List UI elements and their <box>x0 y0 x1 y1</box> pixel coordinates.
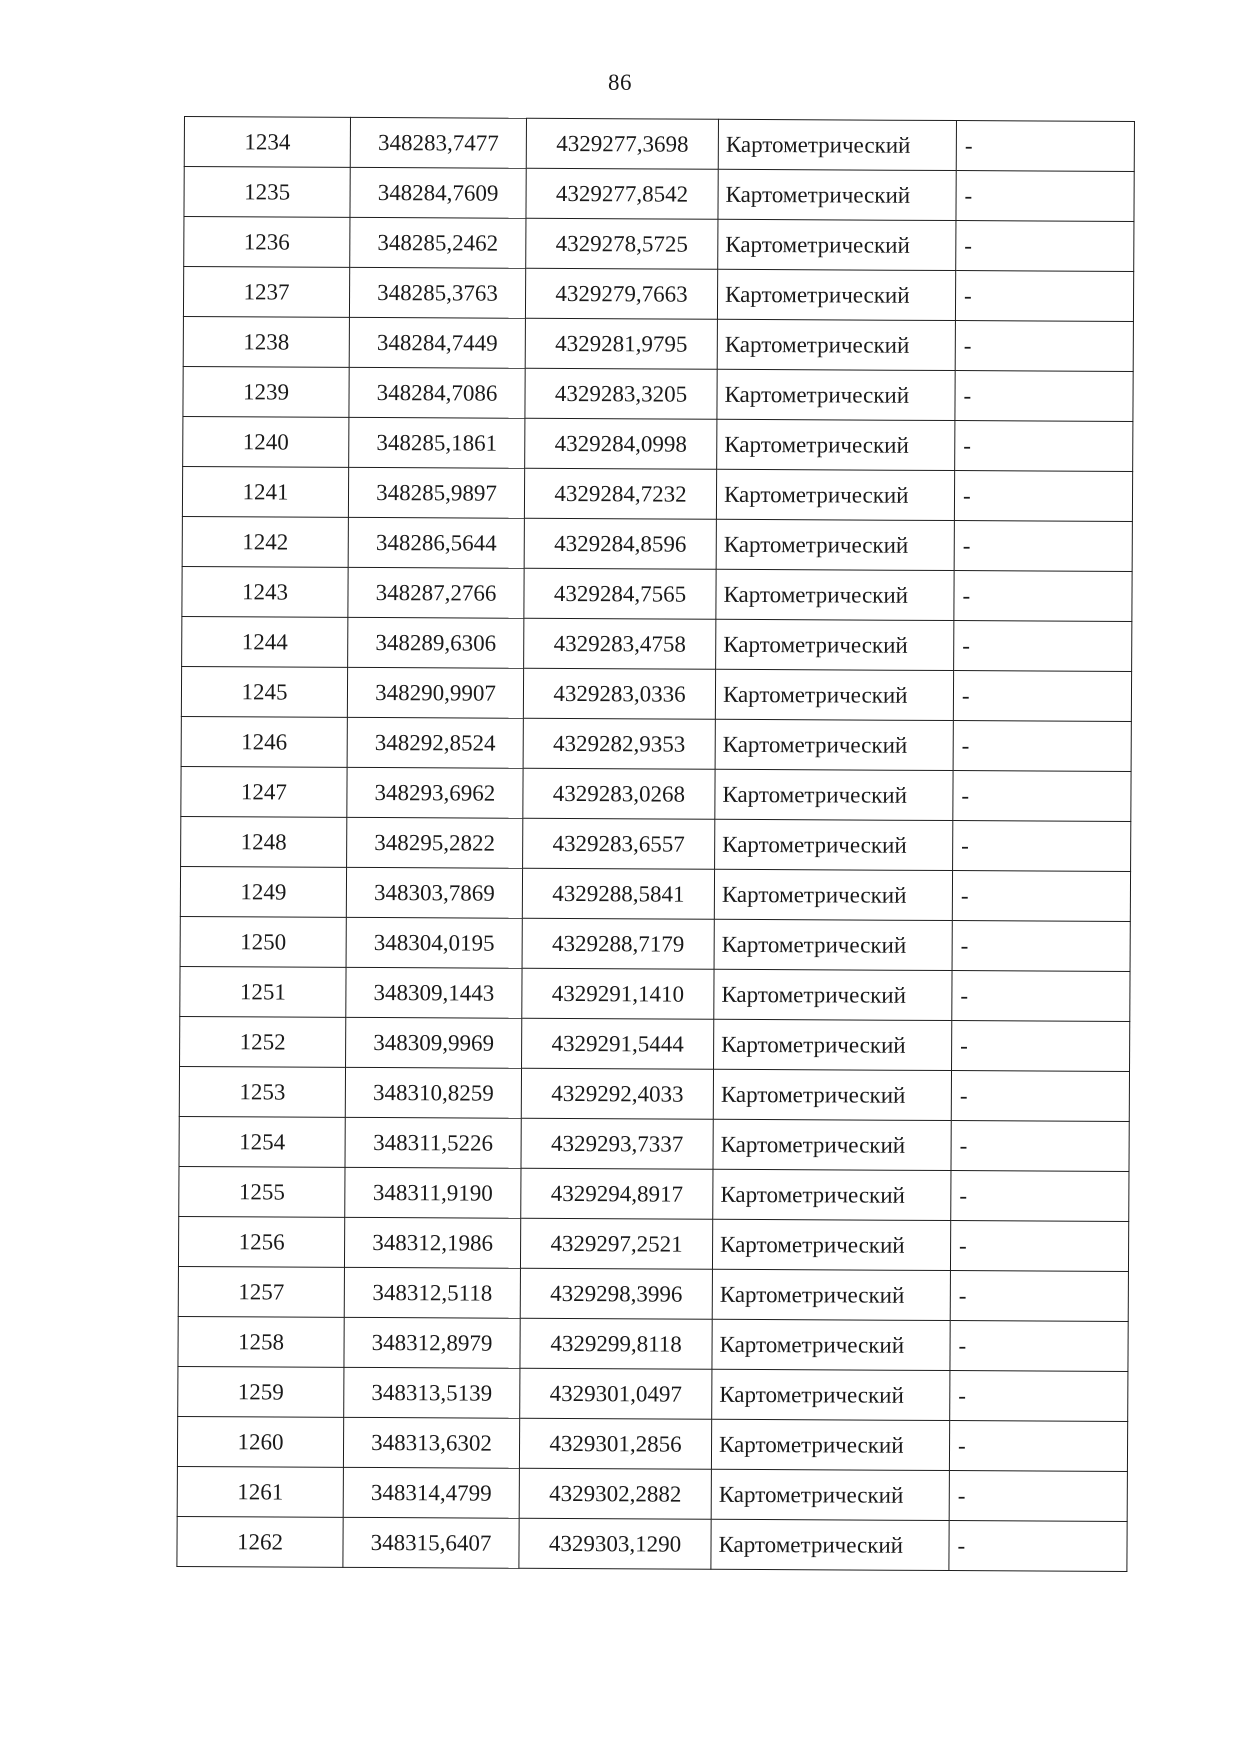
error-cell: - <box>949 1471 1127 1522</box>
y-coordinate-cell: 4329288,7179 <box>522 918 714 969</box>
point-number-cell: 1262 <box>177 1516 343 1567</box>
method-cell: Картометрический <box>712 1369 950 1420</box>
error-cell: - <box>956 171 1134 222</box>
method-cell: Картометрический <box>718 169 956 220</box>
point-number-cell: 1253 <box>179 1066 345 1117</box>
y-coordinate-cell: 4329283,3205 <box>525 368 717 419</box>
y-coordinate-cell: 4329284,8596 <box>524 518 716 569</box>
x-coordinate-cell: 348284,7449 <box>349 317 525 368</box>
point-number-cell: 1258 <box>178 1316 344 1367</box>
method-cell: Картометрический <box>711 1469 949 1520</box>
method-cell: Картометрический <box>711 1419 949 1470</box>
table-row <box>178 1366 1128 1421</box>
point-number-cell: 1257 <box>178 1266 344 1317</box>
point-number-cell: 1247 <box>181 766 347 817</box>
x-coordinate-cell: 348286,5644 <box>348 517 524 568</box>
table-row <box>177 1466 1127 1521</box>
error-cell: - <box>956 121 1134 172</box>
method-cell: Картометрический <box>716 519 954 570</box>
x-coordinate-cell: 348284,7086 <box>349 367 525 418</box>
table-row <box>184 117 1134 172</box>
table-row <box>182 466 1132 521</box>
y-coordinate-cell: 4329291,5444 <box>522 1018 714 1069</box>
x-coordinate-cell: 348285,1861 <box>349 417 525 468</box>
y-coordinate-cell: 4329283,0268 <box>523 768 715 819</box>
table-row <box>180 866 1130 921</box>
method-cell: Картометрический <box>717 269 955 320</box>
method-cell: Картометрический <box>711 1519 949 1570</box>
y-coordinate-cell: 4329284,7565 <box>524 568 716 619</box>
point-number-cell: 1244 <box>182 616 348 667</box>
coordinates-table-body <box>177 117 1135 1572</box>
x-coordinate-cell: 348285,2462 <box>350 217 526 268</box>
x-coordinate-cell: 348284,7609 <box>350 167 526 218</box>
point-number-cell: 1254 <box>179 1116 345 1167</box>
error-cell: - <box>954 521 1132 572</box>
error-cell: - <box>953 771 1131 822</box>
y-coordinate-cell: 4329283,6557 <box>523 818 715 869</box>
method-cell: Картометрический <box>713 1119 951 1170</box>
error-cell: - <box>949 1521 1127 1572</box>
y-coordinate-cell: 4329302,2882 <box>519 1468 711 1519</box>
x-coordinate-cell: 348312,8979 <box>344 1317 520 1368</box>
y-coordinate-cell: 4329291,1410 <box>522 968 714 1019</box>
point-number-cell: 1246 <box>181 716 347 767</box>
table-row <box>182 566 1132 621</box>
x-coordinate-cell: 348304,0195 <box>346 917 522 968</box>
page-number: 86 <box>608 70 632 95</box>
method-cell: Картометрический <box>716 619 954 670</box>
error-cell: - <box>951 1121 1129 1172</box>
point-number-cell: 1256 <box>178 1216 344 1267</box>
point-number-cell: 1260 <box>177 1416 343 1467</box>
table-row <box>183 267 1133 322</box>
error-cell: - <box>952 1021 1130 1072</box>
method-cell: Картометрический <box>714 869 952 920</box>
x-coordinate-cell: 348310,8259 <box>345 1067 521 1118</box>
point-number-cell: 1259 <box>178 1366 344 1417</box>
error-cell: - <box>953 721 1131 772</box>
method-cell: Картометрический <box>715 769 953 820</box>
table-row <box>179 1166 1129 1221</box>
error-cell: - <box>950 1271 1128 1322</box>
y-coordinate-cell: 4329297,2521 <box>520 1218 712 1269</box>
error-cell: - <box>955 421 1133 472</box>
table-row <box>178 1316 1128 1371</box>
y-coordinate-cell: 4329283,4758 <box>524 618 716 669</box>
point-number-cell: 1252 <box>180 1016 346 1067</box>
method-cell: Картометрический <box>713 1169 951 1220</box>
x-coordinate-cell: 348295,2822 <box>347 817 523 868</box>
x-coordinate-cell: 348293,6962 <box>347 767 523 818</box>
x-coordinate-cell: 348290,9907 <box>347 667 523 718</box>
error-cell: - <box>949 1421 1127 1472</box>
point-number-cell: 1241 <box>182 466 348 517</box>
method-cell: Картометрический <box>716 469 954 520</box>
x-coordinate-cell: 348283,7477 <box>350 117 526 168</box>
table-row <box>184 217 1134 272</box>
y-coordinate-cell: 4329282,9353 <box>523 718 715 769</box>
error-cell: - <box>950 1371 1128 1422</box>
table-row <box>182 616 1132 671</box>
y-coordinate-cell: 4329301,0497 <box>520 1368 712 1419</box>
coordinates-table <box>176 116 1135 1572</box>
method-cell: Картометрический <box>714 919 952 970</box>
method-cell: Картометрический <box>712 1319 950 1370</box>
method-cell: Картометрический <box>714 969 952 1020</box>
y-coordinate-cell: 4329294,8917 <box>521 1168 713 1219</box>
error-cell: - <box>955 271 1133 322</box>
error-cell: - <box>954 621 1132 672</box>
y-coordinate-cell: 4329293,7337 <box>521 1118 713 1169</box>
error-cell: - <box>951 1171 1129 1222</box>
error-cell: - <box>953 671 1131 722</box>
method-cell: Картометрический <box>717 319 955 370</box>
error-cell: - <box>950 1221 1128 1272</box>
error-cell: - <box>956 221 1134 272</box>
point-number-cell: 1238 <box>183 316 349 367</box>
x-coordinate-cell: 348303,7869 <box>346 867 522 918</box>
y-coordinate-cell: 4329283,0336 <box>523 668 715 719</box>
point-number-cell: 1250 <box>180 916 346 967</box>
point-number-cell: 1249 <box>180 866 346 917</box>
table-row <box>178 1216 1128 1271</box>
method-cell: Картометрический <box>714 1019 952 1070</box>
point-number-cell: 1234 <box>184 117 350 168</box>
method-cell: Картометрический <box>718 219 956 270</box>
error-cell: - <box>953 821 1131 872</box>
table-row <box>180 966 1130 1021</box>
y-coordinate-cell: 4329292,4033 <box>521 1068 713 1119</box>
point-number-cell: 1235 <box>184 167 350 218</box>
method-cell: Картометрический <box>715 719 953 770</box>
method-cell: Картометрический <box>712 1269 950 1320</box>
point-number-cell: 1261 <box>177 1466 343 1517</box>
method-cell: Картометрический <box>717 419 955 470</box>
x-coordinate-cell: 348289,6306 <box>348 617 524 668</box>
error-cell: - <box>951 1071 1129 1122</box>
x-coordinate-cell: 348313,5139 <box>344 1367 520 1418</box>
method-cell: Картометрический <box>712 1219 950 1270</box>
point-number-cell: 1237 <box>183 267 349 318</box>
x-coordinate-cell: 348311,9190 <box>345 1167 521 1218</box>
point-number-cell: 1240 <box>183 416 349 467</box>
point-number-cell: 1239 <box>183 366 349 417</box>
point-number-cell: 1255 <box>179 1166 345 1217</box>
y-coordinate-cell: 4329277,3698 <box>526 118 718 169</box>
error-cell: - <box>952 871 1130 922</box>
x-coordinate-cell: 348315,6407 <box>343 1517 519 1568</box>
point-number-cell: 1251 <box>180 966 346 1017</box>
x-coordinate-cell: 348312,1986 <box>344 1217 520 1268</box>
table-row <box>181 666 1131 721</box>
table-row <box>177 1516 1127 1571</box>
y-coordinate-cell: 4329288,5841 <box>522 868 714 919</box>
method-cell: Картометрический <box>718 119 956 170</box>
point-number-cell: 1243 <box>182 566 348 617</box>
method-cell: Картометрический <box>715 819 953 870</box>
x-coordinate-cell: 348285,3763 <box>349 267 525 318</box>
y-coordinate-cell: 4329278,5725 <box>526 218 718 269</box>
x-coordinate-cell: 348287,2766 <box>348 567 524 618</box>
y-coordinate-cell: 4329299,8118 <box>520 1318 712 1369</box>
table-row <box>180 916 1130 971</box>
error-cell: - <box>952 971 1130 1022</box>
x-coordinate-cell: 348314,4799 <box>343 1467 519 1518</box>
method-cell: Картометрический <box>717 369 955 420</box>
y-coordinate-cell: 4329279,7663 <box>525 268 717 319</box>
error-cell: - <box>955 371 1133 422</box>
table-row <box>178 1266 1128 1321</box>
point-number-cell: 1248 <box>181 816 347 867</box>
point-number-cell: 1245 <box>181 666 347 717</box>
y-coordinate-cell: 4329284,7232 <box>524 468 716 519</box>
y-coordinate-cell: 4329298,3996 <box>520 1268 712 1319</box>
y-coordinate-cell: 4329301,2856 <box>519 1418 711 1469</box>
table-row <box>182 516 1132 571</box>
x-coordinate-cell: 348313,6302 <box>343 1417 519 1468</box>
error-cell: - <box>954 471 1132 522</box>
y-coordinate-cell: 4329284,0998 <box>525 418 717 469</box>
error-cell: - <box>954 571 1132 622</box>
error-cell: - <box>950 1321 1128 1372</box>
x-coordinate-cell: 348311,5226 <box>345 1117 521 1168</box>
table-row <box>179 1066 1129 1121</box>
table-row <box>181 816 1131 871</box>
table-row <box>184 167 1134 222</box>
table-row <box>183 416 1133 471</box>
error-cell: - <box>952 921 1130 972</box>
error-cell: - <box>955 321 1133 372</box>
y-coordinate-cell: 4329281,9795 <box>525 318 717 369</box>
table-row <box>180 1016 1130 1071</box>
point-number-cell: 1242 <box>182 516 348 567</box>
y-coordinate-cell: 4329303,1290 <box>519 1518 711 1569</box>
x-coordinate-cell: 348312,5118 <box>344 1267 520 1318</box>
method-cell: Картометрический <box>716 569 954 620</box>
method-cell: Картометрический <box>713 1069 951 1120</box>
x-coordinate-cell: 348309,1443 <box>346 967 522 1018</box>
table-row <box>177 1416 1127 1471</box>
y-coordinate-cell: 4329277,8542 <box>526 168 718 219</box>
table-row <box>181 766 1131 821</box>
x-coordinate-cell: 348292,8524 <box>347 717 523 768</box>
x-coordinate-cell: 348309,9969 <box>346 1017 522 1068</box>
table-row <box>181 716 1131 771</box>
x-coordinate-cell: 348285,9897 <box>348 467 524 518</box>
table-row <box>183 366 1133 421</box>
table-row <box>183 316 1133 371</box>
method-cell: Картометрический <box>715 669 953 720</box>
table-row <box>179 1116 1129 1171</box>
point-number-cell: 1236 <box>184 217 350 268</box>
